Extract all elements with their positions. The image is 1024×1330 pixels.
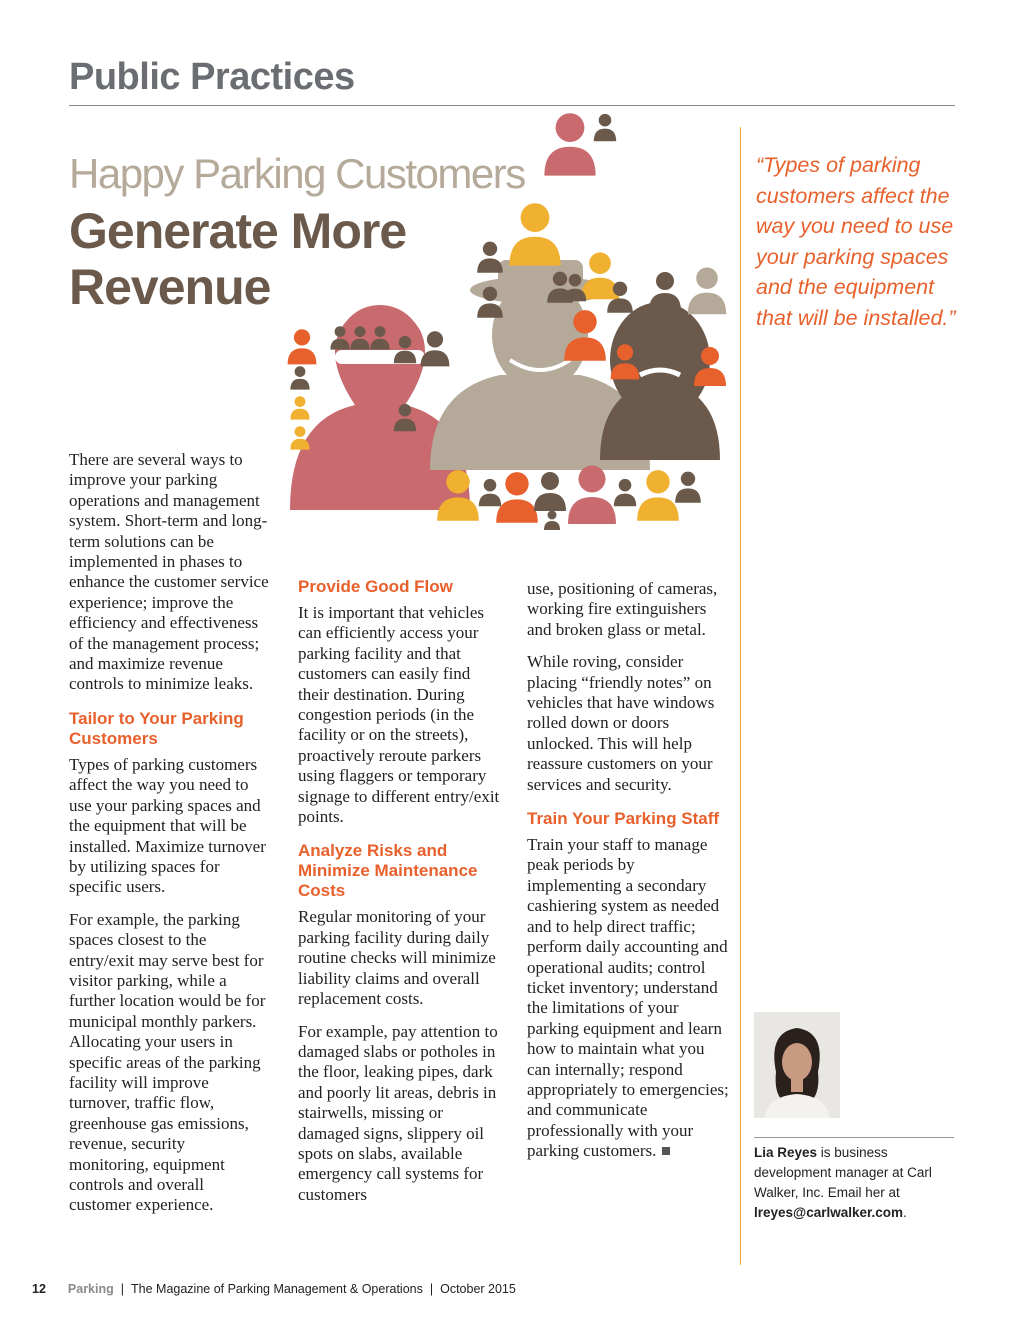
body-paragraph: use, positioning of cameras, working fire extinguishers and broken glass or metal. bbox=[527, 579, 718, 639]
author-email: lreyes@carlwalker.com bbox=[754, 1205, 904, 1220]
headline-main: Generate More Revenue bbox=[69, 203, 407, 315]
author-rule bbox=[754, 1137, 954, 1138]
body-paragraph: Regular monitoring of your parking facility during daily routine checks will minimize liability claims and overall replacement costs. bbox=[298, 907, 496, 1009]
author-description: is business development manager at Carl Walker, Inc. Email her at bbox=[754, 1145, 932, 1200]
page-number: 12 bbox=[32, 1282, 46, 1296]
body-paragraph: For example, pay attention to damaged slabs or potholes in the floor, leaking pipes, dark and poorly lit areas, debris in stairwells, missing or damaged signs, slippery oil spots on slabs, available emergency call systems for customers bbox=[298, 1021, 498, 1204]
people-illustration bbox=[280, 90, 740, 560]
body-paragraph: For example, the parking spaces closest to the entry/exit may serve best for visitor parking, while a further location would be for municipal monthly parkers. Allocating your users in specific areas of the parking facility will improve turnover, traffic flow, greenhouse gas emissions, revenue, security monitoring, equipment controls and overall customer experience. bbox=[69, 909, 266, 1215]
person-small-icon bbox=[477, 242, 503, 273]
end-mark-icon bbox=[662, 1147, 670, 1155]
person-small-icon bbox=[594, 114, 616, 141]
author-bio-end: . bbox=[903, 1205, 907, 1220]
section-heading: Provide Good Flow bbox=[298, 577, 453, 596]
column-3 bbox=[527, 579, 732, 1174]
column-1 bbox=[69, 450, 269, 1228]
person-small-icon bbox=[581, 252, 619, 299]
person-small-icon bbox=[688, 267, 726, 314]
column-2 bbox=[298, 577, 503, 1217]
person-small-icon bbox=[534, 472, 566, 511]
person-small-icon bbox=[637, 470, 679, 521]
section-heading: Train Your Parking Staff bbox=[527, 809, 720, 829]
sidebar-rule bbox=[740, 127, 741, 1265]
person-small-icon bbox=[290, 366, 309, 389]
section-title: Public Practices bbox=[69, 56, 355, 98]
person-small-icon bbox=[544, 113, 595, 175]
person-small-icon bbox=[568, 466, 616, 525]
person-small-icon bbox=[290, 426, 309, 449]
closing-paragraph-text: Train your staff to manage peak periods by implementing a secondary cashiering system as needed and to help direct traffic; perform daily accounting and operational audits; control ticket inventory; understand the limitations of your parking equipment and learn how to maintain what you can internally; respond appropriately to emergencies; and communicate professionally with your parking customers. bbox=[527, 835, 729, 1161]
body-paragraph bbox=[527, 835, 732, 1162]
person-small-icon bbox=[614, 479, 636, 506]
magazine-name: Parking bbox=[67, 1282, 114, 1296]
page-footer bbox=[32, 1282, 516, 1296]
body-paragraph: It is important that vehicles can efficiently access your parking facility and that customers can easily find their destination. During congestion periods (in the facility or on the streets), proactively reroute parkers using flaggers or temporary signage to different entry/exit points. bbox=[298, 603, 500, 827]
person-small-icon bbox=[509, 203, 560, 265]
magazine-subtitle: The Magazine of Parking Management & Operations bbox=[131, 1282, 423, 1296]
pull-quote: “Types of parking customers affect the way you need to use your parking spaces and the equipment that will be installed.” bbox=[756, 153, 956, 330]
person-small-icon bbox=[649, 272, 681, 311]
body-paragraph: Types of parking customers affect the way you need to use your parking spaces and the equipment that will be installed. Maximize turnover by utilizing spaces for specific users. bbox=[69, 754, 266, 897]
person-small-icon bbox=[544, 511, 560, 531]
author-photo bbox=[754, 1012, 840, 1118]
author-bio bbox=[754, 1143, 954, 1223]
person-small-icon bbox=[288, 329, 317, 364]
headline-kicker: Happy Parking Customers bbox=[69, 150, 525, 197]
person-small-icon bbox=[479, 479, 501, 506]
section-heading: Analyze Risks and Minimize Maintenance Costs bbox=[298, 841, 478, 901]
footer-separator: | bbox=[120, 1282, 125, 1296]
intro-paragraph: There are several ways to improve your parking operations and management system. Short-term and long-term solutions can be implemented in phases to enhance the customer service experience; improve the efficiency and effectiveness of the management process; and maximize revenue controls to minimize leaks. bbox=[69, 450, 269, 694]
issue-date: October 2015 bbox=[440, 1282, 516, 1296]
author-name: Lia Reyes bbox=[754, 1145, 818, 1160]
section-heading: Tailor to Your Parking Customers bbox=[69, 708, 244, 748]
person-small-icon bbox=[290, 396, 309, 419]
footer-separator: | bbox=[429, 1282, 434, 1296]
person-small-icon bbox=[496, 472, 538, 523]
body-paragraph: While roving, consider placing “friendly notes” on vehicles that have windows rolled down or doors unlocked. This will help reassure customers on your services and security. bbox=[527, 652, 715, 794]
person-small-icon bbox=[675, 472, 701, 503]
